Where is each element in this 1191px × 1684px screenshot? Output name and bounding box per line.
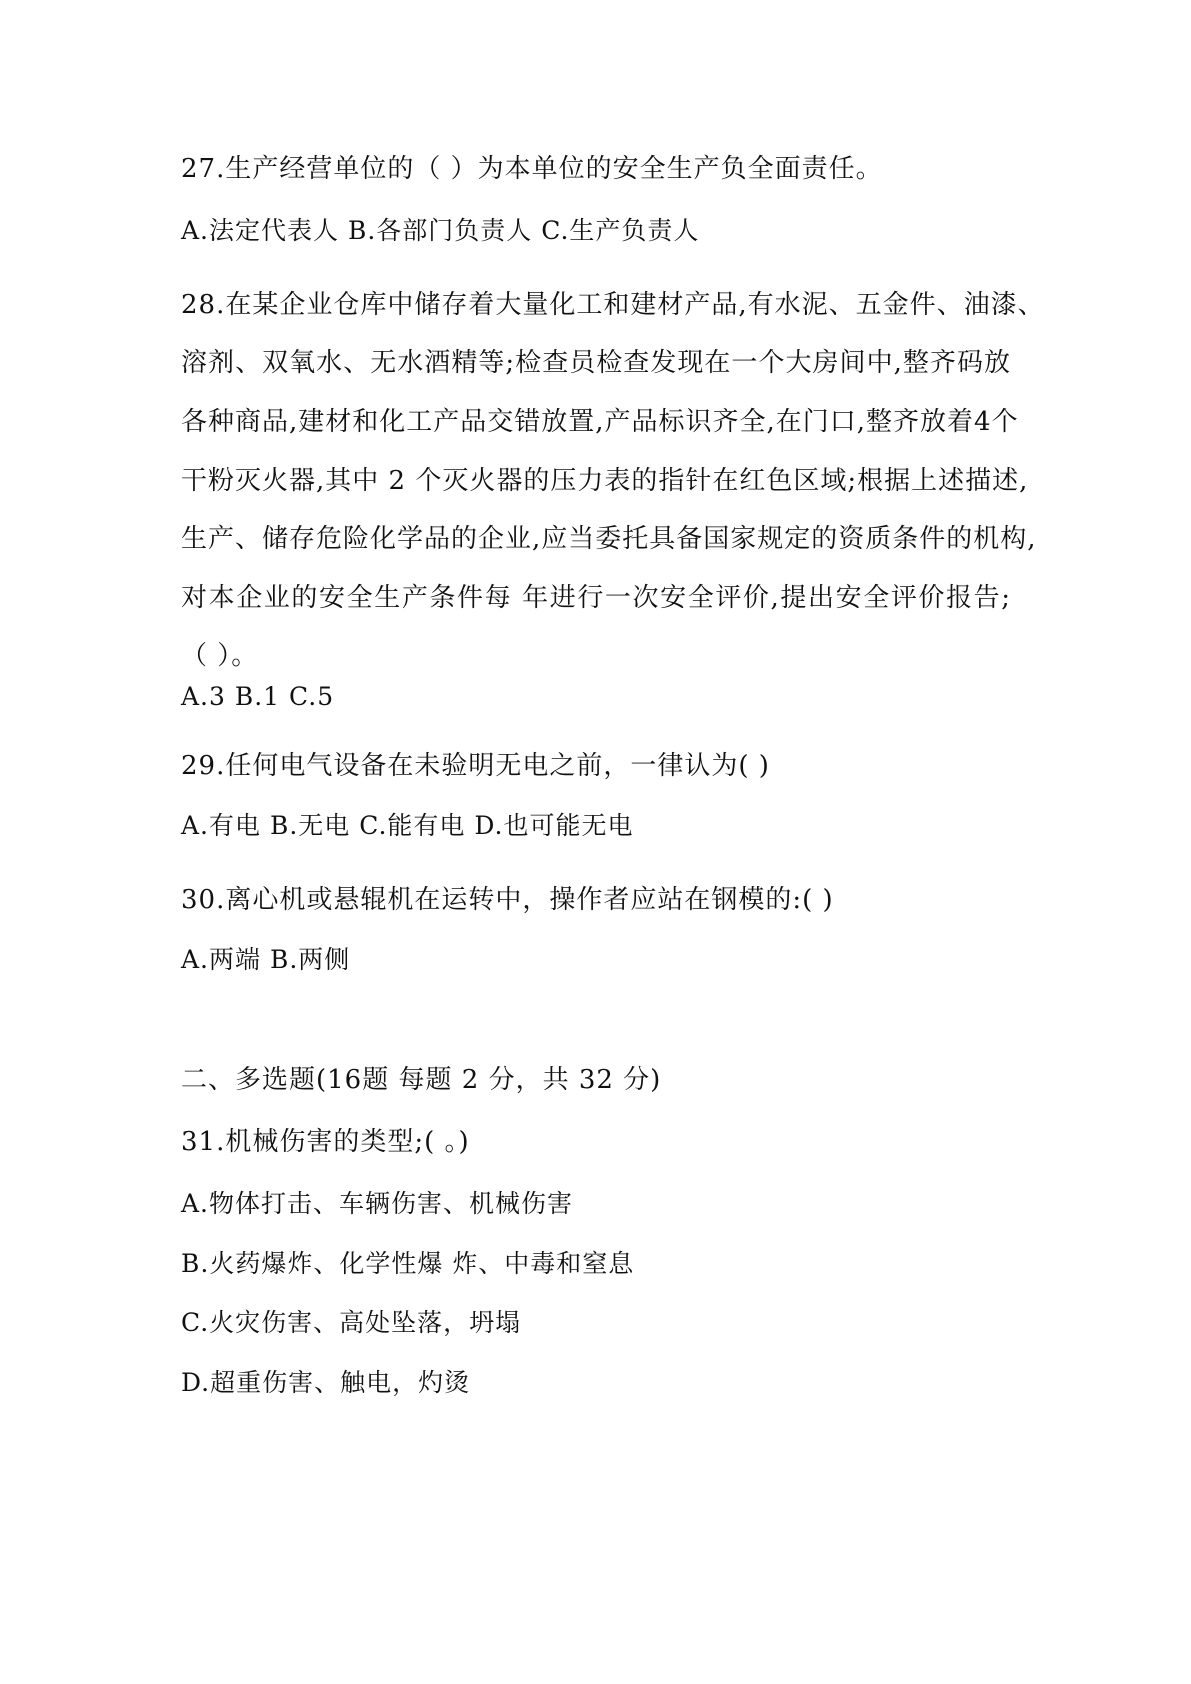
question-27-options: A.法定代表人 B.各部门负责人 C.生产负责人: [181, 216, 700, 245]
question-28-stem-line-6: 对本企业的安全生产条件每 年进行一次安全评价,提出安全评价报告;: [181, 583, 1011, 613]
question-31-stem: 31.机械伤害的类型;( 。): [181, 1127, 470, 1157]
question-28-stem-line-1: 28.在某企业仓库中储存着大量化工和建材产品,有水泥、五金件、油漆、: [181, 290, 1045, 320]
question-29-options: A.有电 B.无电 C.能有电 D.也可能无电: [181, 811, 634, 840]
question-31-option-d: D.超重伤害、触电，灼烫: [181, 1368, 471, 1397]
question-28-stem-line-5: 生产、储存危险化学品的企业,应当委托具备国家规定的资质条件的机构,: [181, 524, 1037, 554]
question-30-stem: 30.离心机或悬辊机在运转中，操作者应站在钢模的:( ): [181, 885, 834, 915]
question-28-options: A.3 B.1 C.5: [181, 682, 335, 711]
question-31-option-c: C.火灾伤害、高处坠落，坍塌: [181, 1308, 522, 1337]
question-31-option-b: B.火药爆炸、化学性爆 炸、中毒和窒息: [181, 1249, 635, 1278]
question-31-option-a: A.物体打击、车辆伤害、机械伤害: [181, 1189, 574, 1218]
question-27-stem: 27.生产经营单位的（ ）为本单位的安全生产负全面责任。: [181, 154, 883, 184]
question-28-stem-line-2: 溶剂、双氧水、无水酒精等;检查员检查发现在一个大房间中,整齐码放: [181, 348, 1011, 378]
question-30-options: A.两端 B.两侧: [181, 945, 351, 974]
question-28-stem-line-4: 干粉灭火器,其中 2 个灭火器的压力表的指针在红色区域;根据上述描述,: [181, 466, 1029, 496]
question-28-stem-line-3: 各种商品,建材和化工产品交错放置,产品标识齐全,在门口,整齐放着4个: [181, 407, 1019, 437]
question-29-stem: 29.任何电气设备在未验明无电之前，一律认为( ): [181, 751, 770, 781]
question-28-stem-line-7: （ ）。: [181, 641, 259, 671]
section-2-heading: 二、多选题(16题 每题 2 分，共 32 分): [181, 1065, 662, 1095]
